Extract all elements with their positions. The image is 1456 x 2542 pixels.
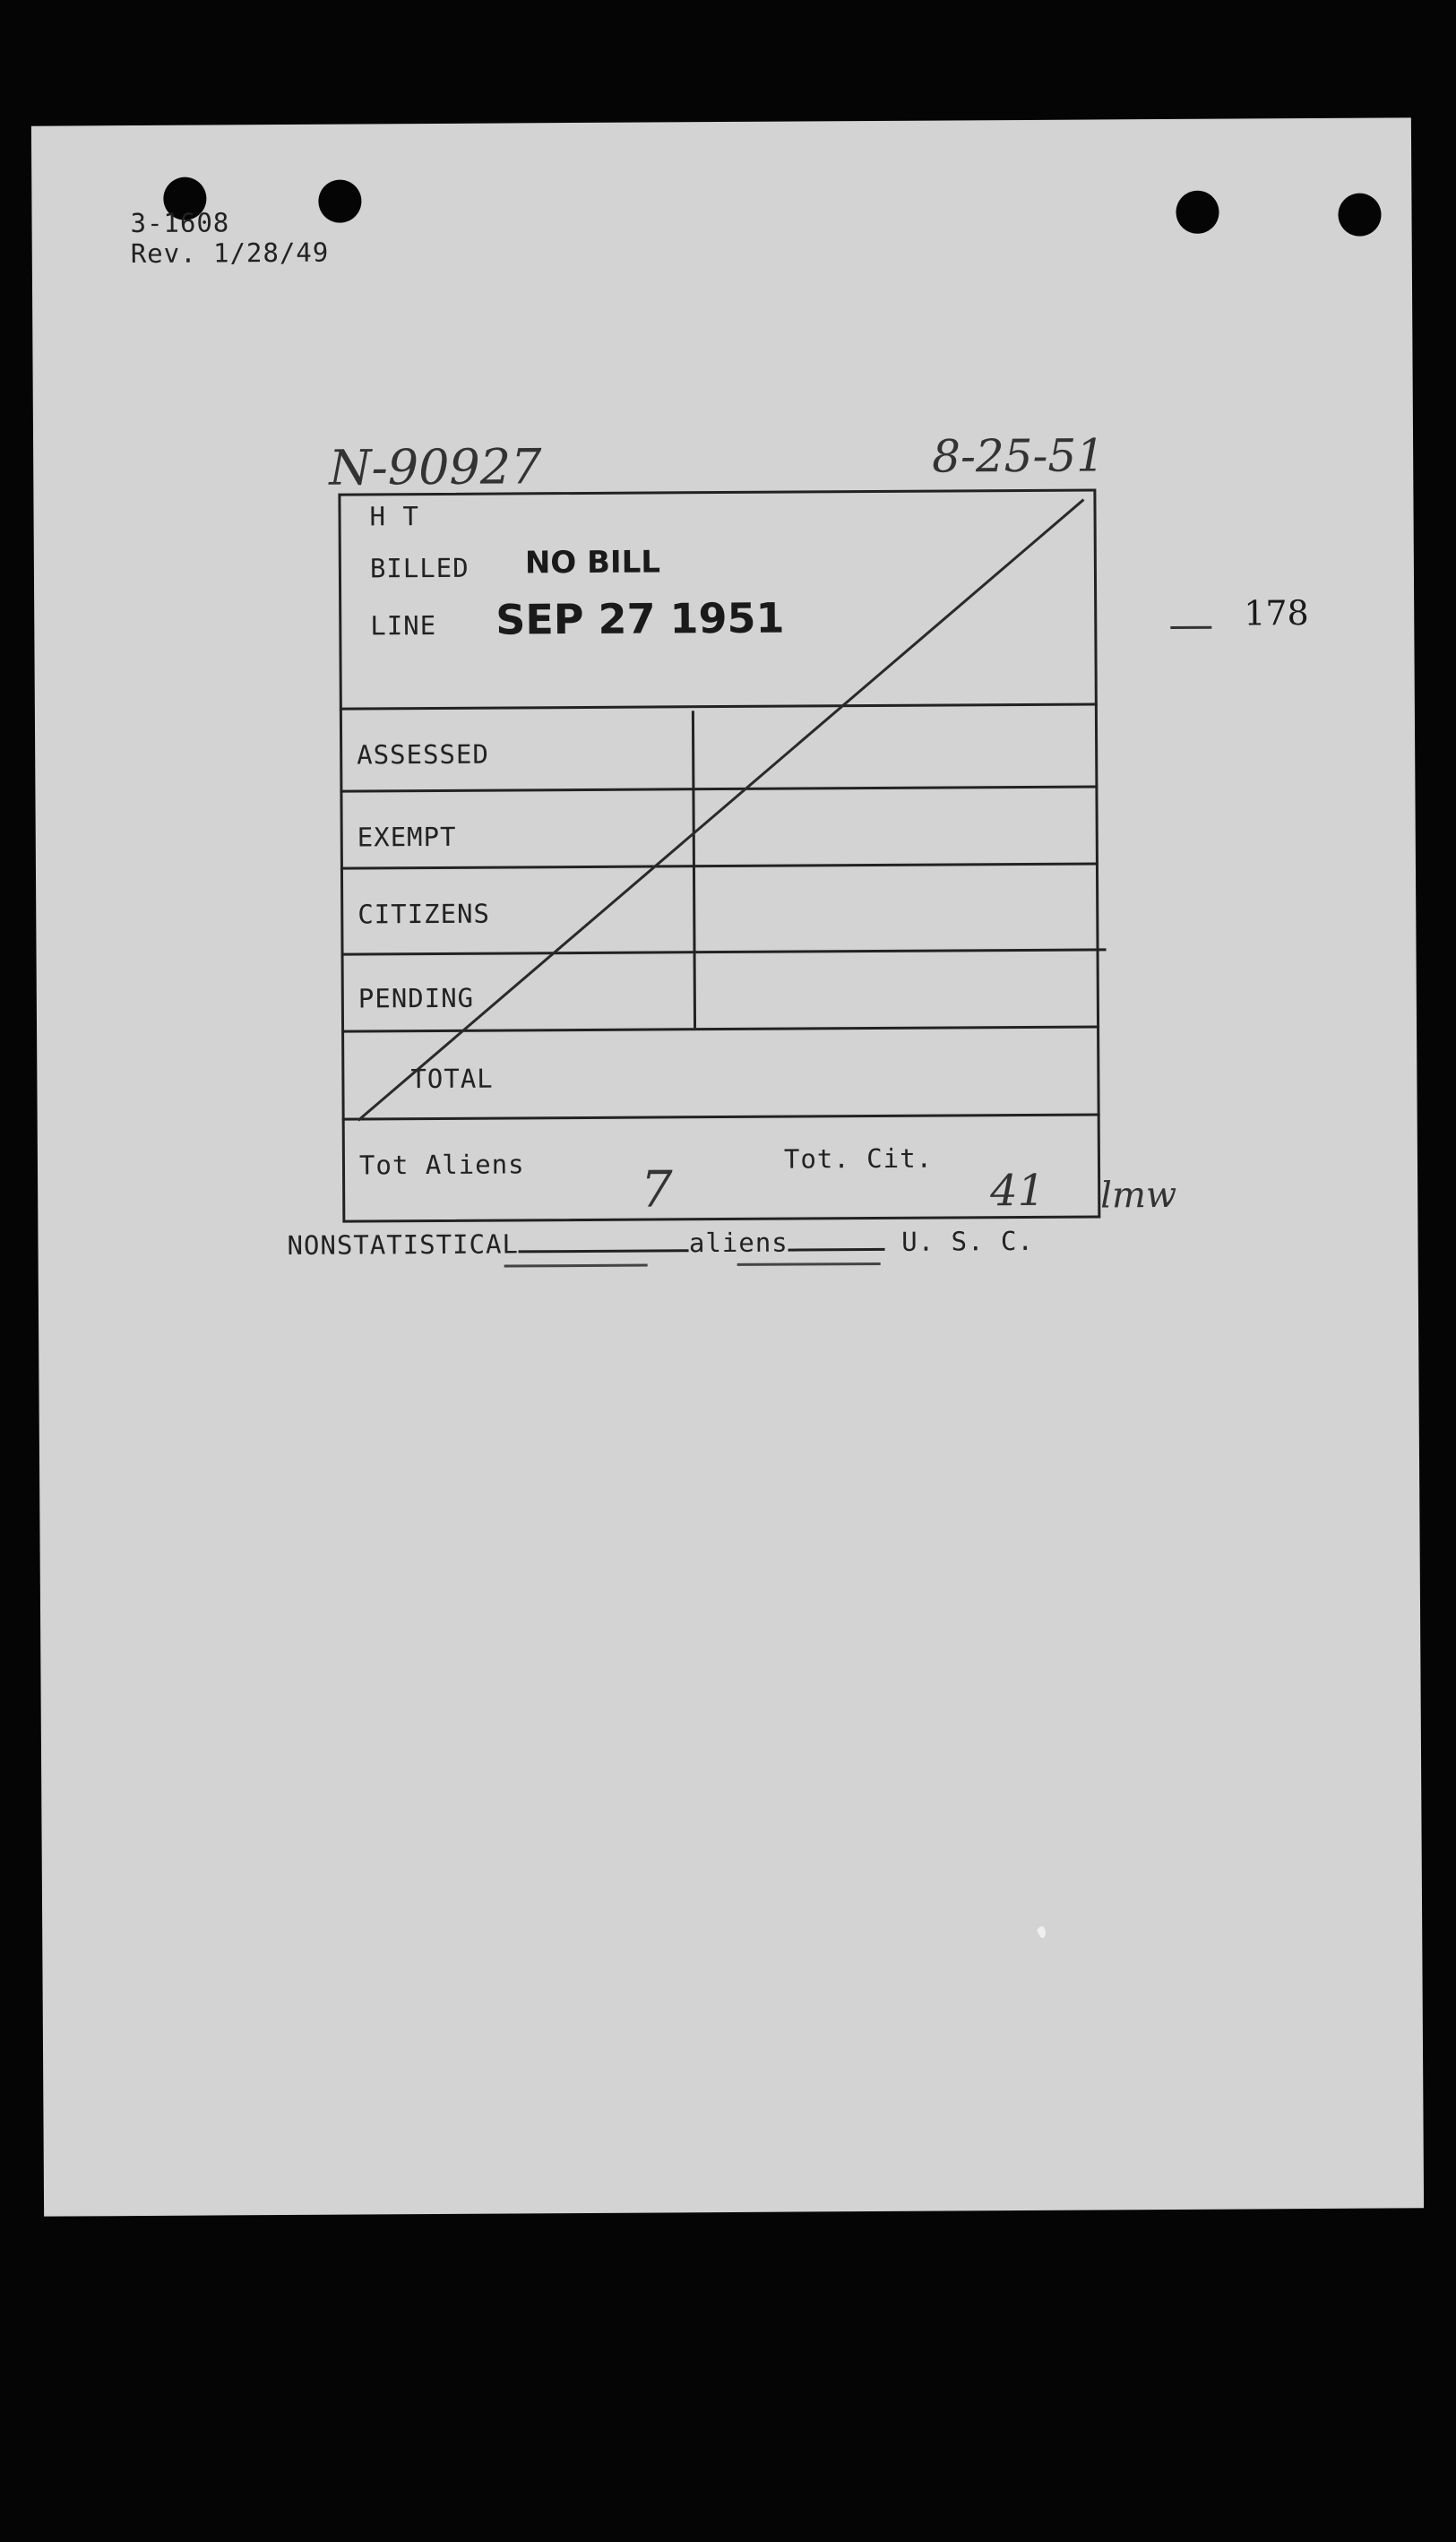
tot-cit-label: Tot. Cit. <box>783 1142 934 1175</box>
document-sheet <box>31 117 1424 2216</box>
total-label: TOTAL <box>410 1063 494 1095</box>
aliens-label: aliens <box>688 1227 788 1259</box>
row-label-pending: PENDING <box>358 982 475 1014</box>
nonstatistical-label: NONSTATISTICAL <box>287 1228 520 1262</box>
ht-label: H T <box>369 501 420 532</box>
cancellation-mark <box>31 117 1424 2216</box>
form-number: 3-1608 <box>130 207 230 239</box>
handwritten-file-number: N-90927 <box>329 438 542 496</box>
row-label-citizens: CITIZENS <box>358 898 491 930</box>
handwritten-initials: lmw <box>1100 1174 1177 1217</box>
page-number-stamp: 178 <box>1244 593 1309 633</box>
form-revision: Rev. 1/28/49 <box>130 237 330 270</box>
tot-aliens-label: Tot Aliens <box>358 1149 525 1181</box>
tot-cit-handwritten: 41 <box>989 1165 1046 1217</box>
billed-label: BILLED <box>369 552 470 584</box>
usc-label: U. S. C. <box>901 1225 1034 1257</box>
tot-aliens-handwritten: 7 <box>640 1160 673 1219</box>
handwritten-date: 8-25-51 <box>931 429 1106 483</box>
line-date-stamp: SEP 27 1951 <box>495 593 785 644</box>
row-label-exempt: EXEMPT <box>357 821 457 853</box>
row-label-assessed: ASSESSED <box>357 738 489 771</box>
line-label: LINE <box>370 609 437 642</box>
billed-stamp: NO BILL <box>524 544 661 582</box>
